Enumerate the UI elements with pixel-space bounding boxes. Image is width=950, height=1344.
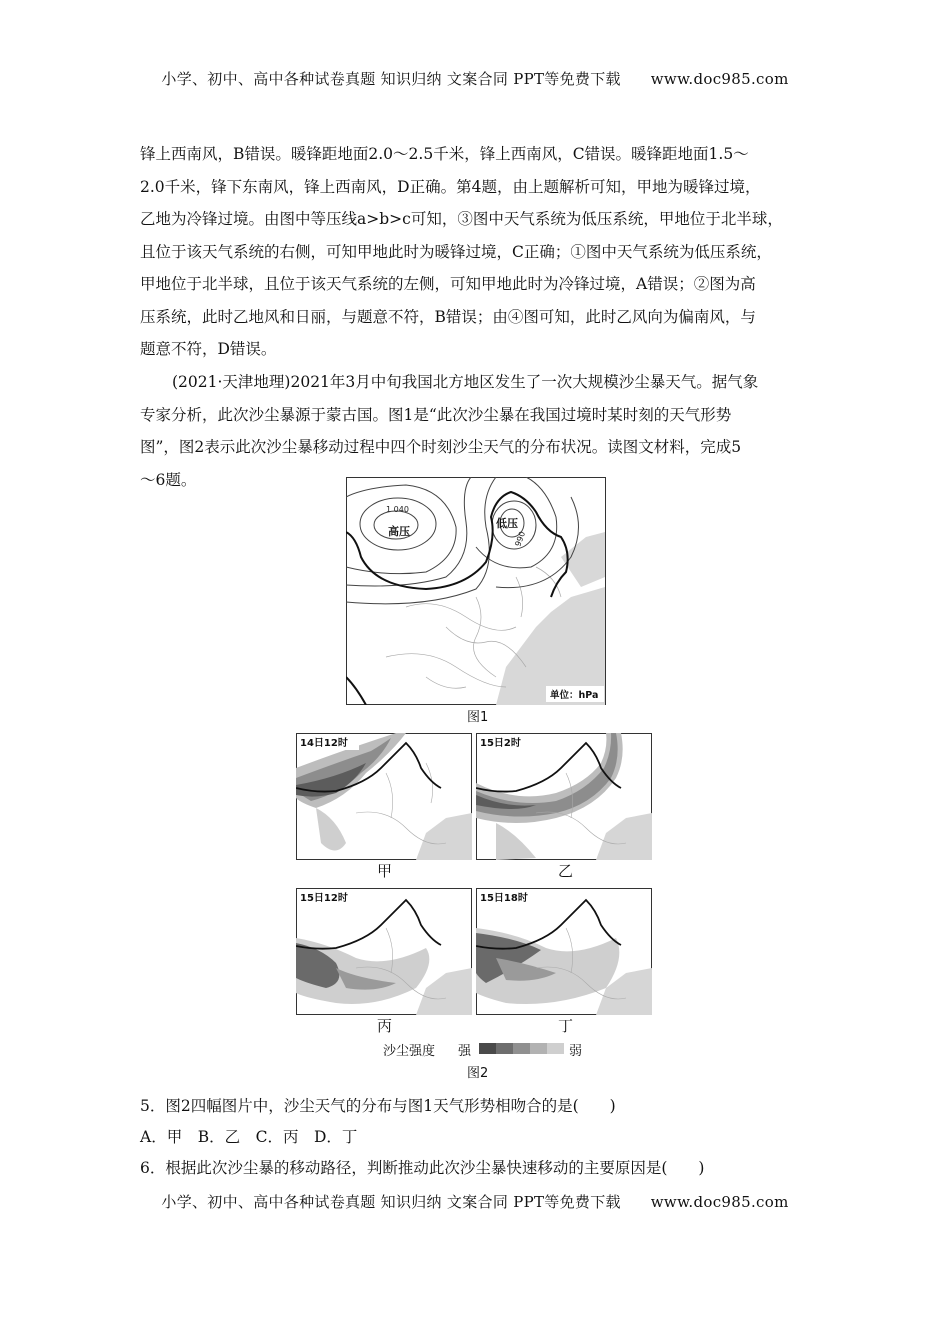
figure1-weather-map: [346, 477, 606, 705]
explanation-line: 乙地为冷锋过境。由图中等压线a>b>c可知，③图中天气系统为低压系统，甲地位于北半球，: [140, 210, 783, 228]
high-pressure-label: 高压: [388, 525, 410, 538]
isobar-1040-label: 1 040: [386, 505, 409, 514]
legend-title: 沙尘强度: [383, 1044, 436, 1059]
panel-label-jia: 甲: [377, 862, 393, 880]
question-5: 5．图2四幅图片中，沙尘天气的分布与图1天气形势相吻合的是( ): [140, 1097, 616, 1115]
question-5-options: A．甲 B．乙 C．丙 D．丁: [140, 1128, 358, 1146]
intro-line: ～6题。: [140, 470, 197, 489]
footer-text: 小学、初中、高中各种试卷真题 知识归纳 文案合同 PPT等免费下载: [161, 1193, 621, 1211]
legend-weak: 弱: [569, 1044, 583, 1059]
explanation-paragraph: [140, 138, 812, 366]
legend-scale: [479, 1043, 565, 1054]
intro-line: 图”，图2表示此次沙尘暴移动过程中四个时刻沙尘天气的分布状况。读图文材料，完成5: [140, 438, 742, 456]
legend-swatch: [513, 1043, 530, 1054]
explanation-line: 2.0千米，锋下东南风，锋上西南风，D正确。第4题，由上题解析可知，甲地为暖锋过境，: [140, 177, 761, 196]
isobar-990-label: 990: [513, 530, 528, 548]
figure2-caption: 图2: [467, 1066, 489, 1081]
question-6: 6．根据此次沙尘暴的移动路径，判断推动此次沙尘暴快速移动的主要原因是( ): [140, 1159, 705, 1177]
footer-site: www.doc985.com: [650, 1193, 789, 1211]
explanation-line: 且位于该天气系统的右侧，可知甲地此时为暖锋过境，C正确；①图中天气系统为低压系统，: [140, 242, 772, 261]
panel-label-bing: 丙: [377, 1017, 393, 1035]
explanation-line: 压系统，此时乙地风和日丽，与题意不符，B错误；由④图可知，此时乙风向为偏南风，与: [140, 307, 756, 326]
panel-label-yi: 乙: [558, 862, 574, 880]
explanation-line: 锋上西南风，B错误。暖锋距地面2.0～2.5千米，锋上西南风，C错误。暖锋距地面1.5～: [140, 145, 749, 163]
panel-label-ding: 丁: [558, 1017, 574, 1035]
page-header: [0, 68, 950, 89]
header-site: www.doc985.com: [650, 70, 789, 88]
figure1-caption: 图1: [467, 710, 489, 725]
explanation-line: 甲地位于北半球，且位于该天气系统的左侧，可知甲地此时为冷锋过境，A错误；②图为高: [140, 275, 756, 293]
intro-line: (2021·天津地理)2021年3月中旬我国北方地区发生了一次大规模沙尘暴天气。据气象: [172, 373, 759, 391]
panel-time: 14日12时: [300, 738, 348, 749]
unit-label: 单位：hPa: [550, 690, 599, 701]
explanation-line: 题意不符，D错误。: [140, 340, 277, 358]
panel-time: 15日12时: [300, 893, 348, 904]
header-text: 小学、初中、高中各种试卷真题 知识归纳 文案合同 PPT等免费下载: [161, 70, 621, 88]
panel-time: 15日2时: [480, 738, 521, 749]
intro-line: 专家分析，此次沙尘暴源于蒙古国。图1是“此次沙尘暴在我国过境时某时刻的天气形势: [140, 405, 732, 424]
page-footer: [0, 1191, 950, 1212]
legend-strong: 强: [458, 1044, 472, 1059]
legend-swatch: [530, 1043, 547, 1054]
low-pressure-label: 低压: [496, 517, 518, 530]
panel-time: 15日18时: [480, 893, 528, 904]
figure2-panel-bing: [296, 888, 472, 1015]
figure2-panel-ding: [476, 888, 652, 1015]
legend-swatch: [547, 1043, 564, 1054]
legend-swatch: [496, 1043, 513, 1054]
legend-swatch: [479, 1043, 496, 1054]
figure2-panel-jia: [296, 733, 472, 860]
figure2-panel-yi: [476, 733, 652, 860]
